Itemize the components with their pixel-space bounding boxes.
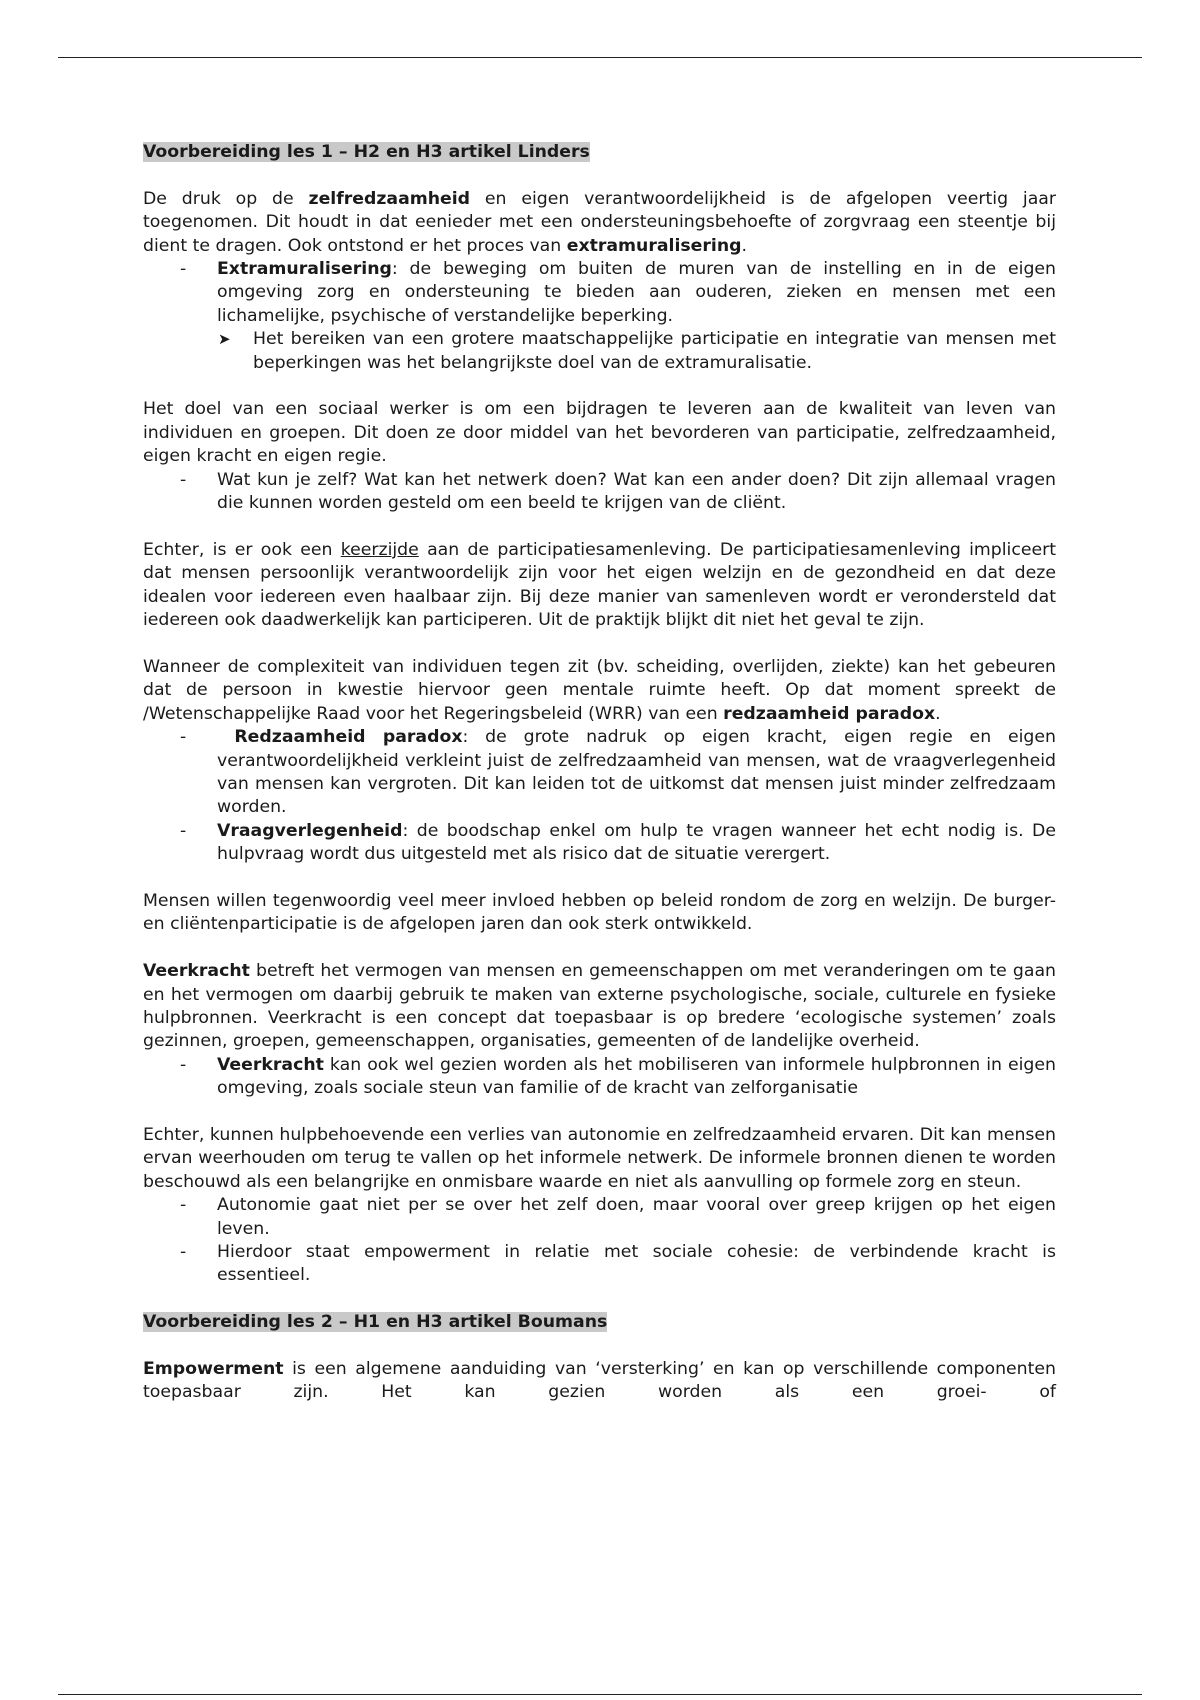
- list-item: ➤ Het bereiken van een grotere maatschappelijke participatie en integratie van mensen met beperkingen was het belangrijkste doel van de extramuralisatie.: [218, 329, 1056, 373]
- bullet-list: [143, 726, 1056, 866]
- sub-bullet-list: [217, 328, 1056, 375]
- dash-bullet: -: [180, 727, 187, 748]
- footer-rule: [58, 1694, 1142, 1695]
- bullet-list: [143, 469, 1056, 516]
- paragraph-empowerment: Empowerment is een algemene aanduiding van ‘versterking’ en kan op verschillende componenten toepasbaar zijn. Het kan gezien worden als een groei- of: [143, 1358, 1056, 1403]
- bullet-list: [143, 258, 1056, 375]
- list-item: - Redzaamheid paradox: de grote nadruk op eigen kracht, eigen regie en eigen verantwoordelijkheid verkleint juist de zelfredzaamheid van mensen, wat de vraagverlegenheid van mensen kan vergroten. Dit kan leiden tot de uitkomst dat mensen juist minder zelfredzaam worden.: [180, 727, 1056, 818]
- bullet-list: [143, 1194, 1056, 1288]
- bullet-list: [143, 1054, 1056, 1101]
- section-heading-les1: Voorbereiding les 1 – H2 en H3 artikel Linders: [143, 142, 590, 162]
- paragraph-redzaamheid: Wanneer de complexiteit van individuen tegen zit (bv. scheiding, overlijden, ziekte) kan het gebeuren dat de persoon in kwestie hiervoor geen mentale ruimte heeft. Op dat moment spreekt de /Wetenschappelijke Raad voor het Regeringsbeleid (WRR) van een redzaamheid paradox.: [143, 656, 1056, 724]
- paragraph-keerzijde: Echter, is er ook een keerzijde aan de participatiesamenleving. De participatiesamenleving impliceert dat mensen persoonlijk verantwoordelijk zijn voor het eigen welzijn en de gezondheid en dat deze idealen voor iedereen even haalbaar zijn. Bij deze manier van samenleven wordt er verondersteld dat iedereen ook daadwerkelijk kan participeren. Uit de praktijk blijkt dit niet het geval te zijn.: [143, 539, 1056, 631]
- paragraph-veerkracht: Veerkracht betreft het vermogen van mensen en gemeenschappen om met veranderingen om te gaan en het vermogen om daarbij gebruik te maken van externe psychologische, sociale, culturele en fysieke hulpbronnen. Veerkracht is een concept dat toepasbaar is op bredere ‘ecologische systemen’ zoals gezinnen, groepen, gemeenschappen, organisaties, gemeenten of de landelijke overheid.: [143, 961, 1056, 1052]
- list-item: - Hierdoor staat empowerment in relatie met sociale cohesie: de verbindende kracht is essentieel.: [180, 1241, 1056, 1286]
- dash-bullet: -: [180, 469, 187, 490]
- list-item: - Autonomie gaat niet per se over het zelf doen, maar vooral over greep krijgen op het eigen leven.: [180, 1195, 1056, 1239]
- paragraph-sociaal-werker: Het doel van een sociaal werker is om een bijdragen te leveren aan de kwaliteit van leven van individuen en groepen. Dit doen ze door middel van het bevorderen van participatie, zelfredzaamheid, eigen kracht en eigen regie.: [143, 399, 1056, 467]
- dash-bullet: -: [180, 259, 187, 280]
- list-item: - Veerkracht kan ook wel gezien worden als het mobiliseren van informele hulpbronnen in eigen omgeving, zoals sociale steun van familie of de kracht van zelforganisatie: [180, 1054, 1056, 1099]
- document-body: [143, 141, 1056, 1405]
- list-item: - Wat kun je zelf? Wat kan het netwerk doen? Wat kan een ander doen? Dit zijn allemaal vragen die kunnen worden gesteld om een beeld te krijgen van de cliënt.: [180, 469, 1056, 514]
- list-item: - Extramuralisering: de beweging om buiten de muren van de instelling en in de eigen omgeving zorg en ondersteuning te bieden aan ouderen, zieken en mensen met een lichamelijke, psychische of verstandelijke beperking. ➤ Het bereiken van een grotere maatschappelijke participatie en integratie van mensen met beperkingen was het belangrijkste doel van de extramuralisatie.: [143, 258, 1056, 375]
- dash-bullet: -: [180, 1054, 187, 1075]
- header-rule: [58, 57, 1142, 58]
- paragraph-invloed: Mensen willen tegenwoordig veel meer invloed hebben op beleid rondom de zorg en welzijn. De burger- en cliëntenparticipatie is de afgelopen jaren dan ook sterk ontwikkeld.: [143, 890, 1056, 935]
- dash-bullet: -: [180, 1195, 187, 1216]
- dash-bullet: -: [180, 820, 187, 841]
- arrow-bullet-icon: ➤: [218, 330, 231, 349]
- paragraph-autonomie: Echter, kunnen hulpbehoevende een verlies van autonomie en zelfredzaamheid ervaren. Dit kan mensen ervan weerhouden om terug te vallen op het informele netwerk. De informele bronnen dienen te worden beschouwd als een belangrijke en onmisbare waarde en niet als aanvulling op formele zorg en steun.: [143, 1124, 1056, 1192]
- paragraph-zelfredzaamheid: De druk op de zelfredzaamheid en eigen verantwoordelijkheid is de afgelopen veertig jaar toegenomen. Dit houdt in dat eenieder met een ondersteuningsbehoefte of zorgvraag een steentje bij dient te dragen. Ook ontstond er het proces van extramuralisering.: [143, 188, 1056, 256]
- list-item: - Vraagverlegenheid: de boodschap enkel om hulp te vragen wanneer het echt nodig is. De hulpvraag wordt dus uitgesteld met als risico dat de situatie verergert.: [180, 820, 1056, 865]
- dash-bullet: -: [180, 1241, 187, 1262]
- section-heading-les2: Voorbereiding les 2 – H1 en H3 artikel Boumans: [143, 1312, 608, 1333]
